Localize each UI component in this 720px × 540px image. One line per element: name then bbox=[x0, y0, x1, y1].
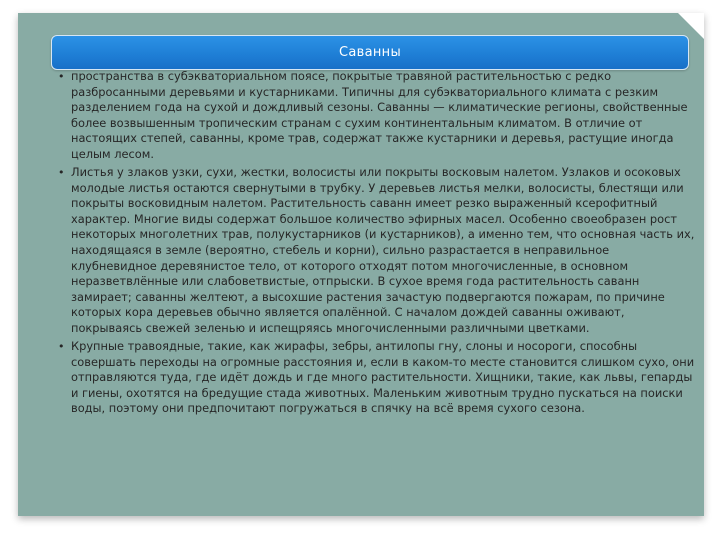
bullet-icon: • bbox=[58, 340, 65, 354]
content-card bbox=[18, 13, 704, 516]
body-text bbox=[58, 69, 698, 420]
bullet-text: Крупные травоядные, такие, как жирафы, зебры, антилопы гну, слоны и носороги, способны совершать переходы на огромные расстояния и, если в каком-то месте становится слишком сухо, они отправляются туда, где идёт дождь и где много растительности. Хищники, такие, как львы, гепарды и гиены, охотятся на бредущие стада животных. Маленьким животным трудно пускаться на поиски воды, поэтому они предпочитают погружаться в спячку на всё время сухого сезона. bbox=[71, 339, 695, 416]
bullet-text: пространства в субэкваториальном поясе, покрытые травяной растительностью с редко разбросанными деревьями и кустарниками. Типичны для субэкваториального климата с резким разделением года на сухой и дождливый сезоны. Саванны — климатические регионы, свойственные более возвышенным тропическим странам с сухим континентальным климатом. В отличие от настоящих степей, саванны, кроме трав, содержат также кустарники и деревья, растущие иногда целым лесом. bbox=[71, 69, 688, 161]
bullet-text: Листья у злаков узки, сухи, жестки, волосисты или покрыты восковым налетом. Узлаков и осоковых молодые листья остаются свернутыми в трубку. У деревьев листья мелки, волосисты, блестящи или покрыты восковидным налетом. Растительность саванн имеет резко выраженный ксерофитный характер. Многие виды содержат большое количество эфирных масел. Особенно своеобразен рост некоторых многолетних трав, полукустарников (и кустарников), а именно тем, что основная часть их, находящаяся в земле (вероятно, стебель и корни), сильно разрастается в неправильное клубневидное деревянистое тело, от которого отходят потом многочисленные, в основном неразветвлённые или слабоветвистые, отпрыски. В сухое время года растительность саванн замирает; саванны желтеют, а высохшие растения зачастую подвергаются пожарам, по причине которых кора деревьев обычно является опалённой. С началом дождей саванны оживают, покрываясь свежей зеленью и испещряясь многочисленными различными цветками. bbox=[71, 165, 695, 335]
bullet-icon: • bbox=[58, 70, 65, 83]
bullet-item bbox=[58, 165, 698, 337]
bullet-item bbox=[58, 339, 698, 417]
page-title: Саванны bbox=[338, 45, 402, 60]
bullet-icon: • bbox=[58, 166, 65, 180]
bullet-item bbox=[58, 69, 698, 163]
title-bar bbox=[51, 35, 689, 70]
